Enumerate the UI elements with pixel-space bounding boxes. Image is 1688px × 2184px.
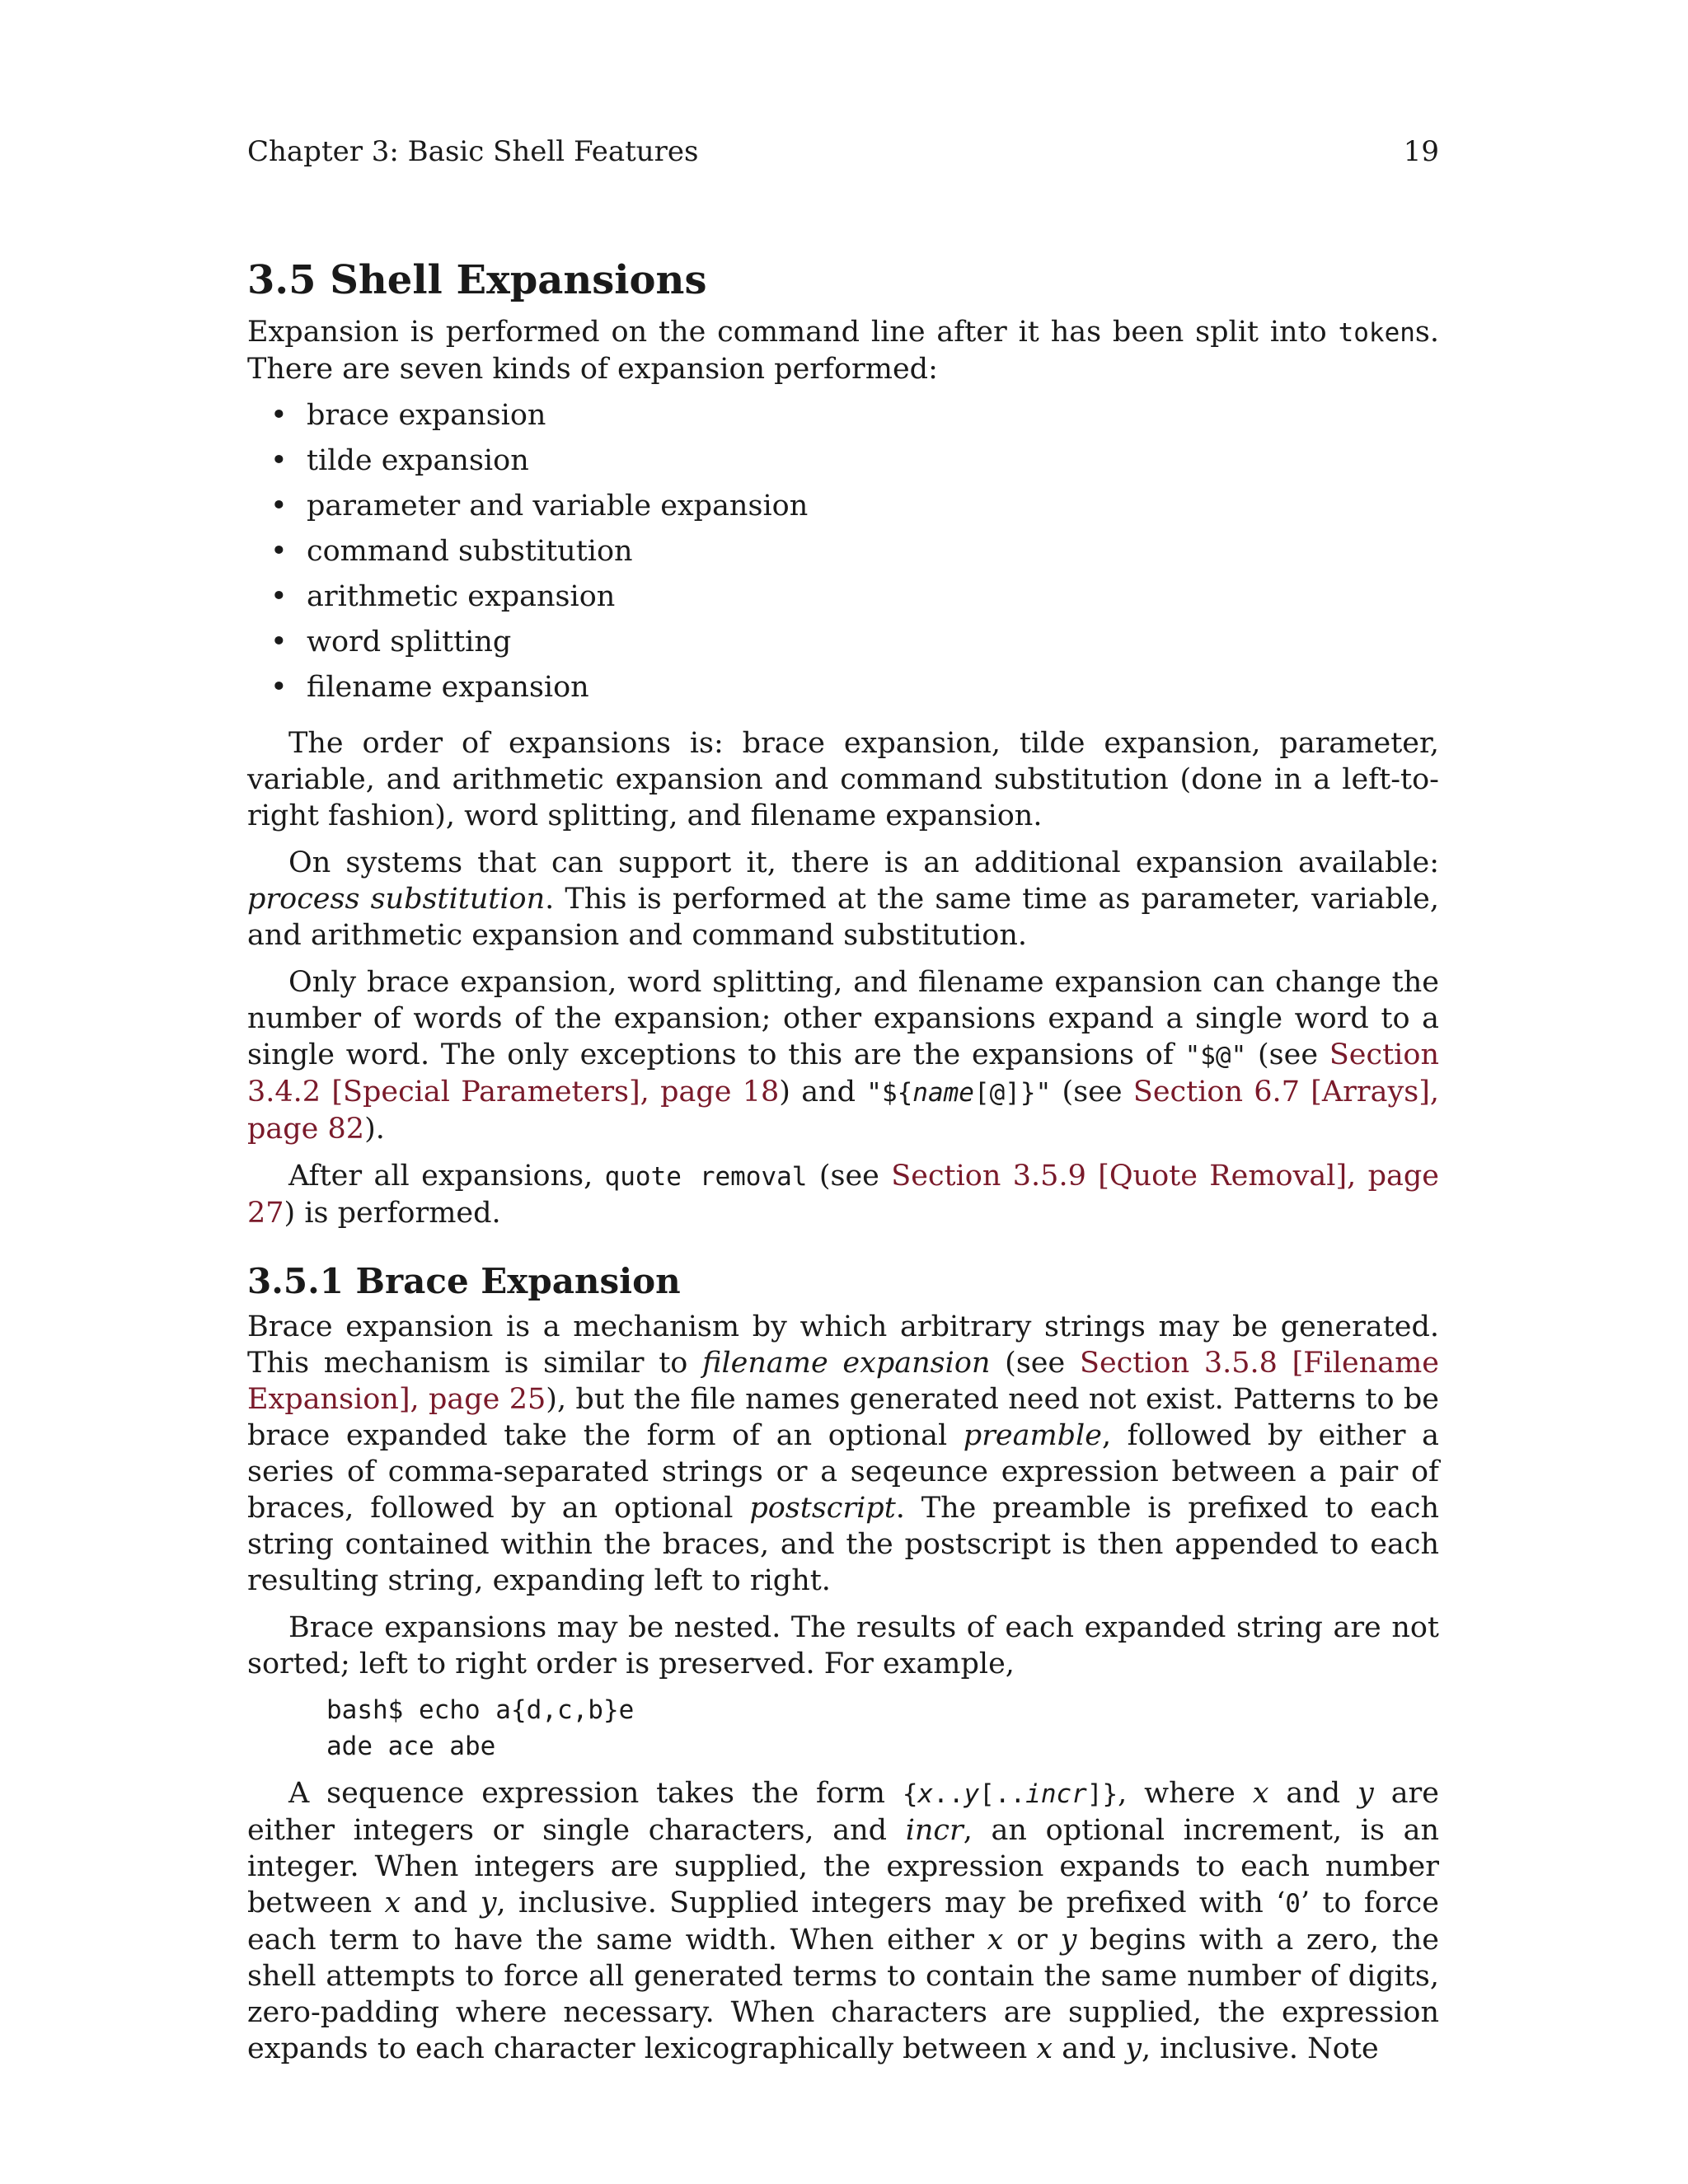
order-paragraph: The order of expansions is: brace expansion, tilde expansion, parameter, variable, and arithmetic expansion and command substitution (done in a left-to-right fashion), word splitting, and filename expansion. xyxy=(247,726,1439,832)
link-arrays[interactable]: Section 6.7 [Arrays], page 82 xyxy=(247,1075,1440,1146)
list-item: • brace expansion xyxy=(270,398,546,432)
chapter-title: Chapter 3: Basic Shell Features xyxy=(247,135,699,168)
brace-intro-paragraph: Brace expansion is a mechanism by which arbitrary strings may be generated. This mechanism is similar to filename expansion (see Section 3.5.8 [Filename Expansion], page 25), but the file names generated need not exist. Patterns to be brace expanded take the form of an optional preamble, followed by either a series of comma-separated strings or a seqeunce expression between a pair of braces, followed by an optional postscript. The preamble is prefixed to each string contained within the braces, and the postscript is then appended to each resulting string, expanding left to right. xyxy=(247,1310,1439,1597)
code-example: bash$ echo a{d,c,b}e ade ace abe xyxy=(326,1694,635,1761)
inline-code: "$@" xyxy=(1184,1040,1247,1071)
section-intro: Expansion is performed on the command line after it has been split into tokens. There are seven kinds of expansion performed: xyxy=(247,315,1439,386)
link-special-parameters[interactable]: Section 3.4.2 [Special Parameters], page 18 xyxy=(247,1038,1439,1108)
bullet-icon: • xyxy=(270,398,288,432)
emphasis: process substitution xyxy=(247,882,546,916)
expansion-kinds-list xyxy=(247,397,1439,705)
inline-code: "${name[@]}" xyxy=(866,1077,1052,1108)
inline-code: quote removal xyxy=(604,1161,808,1192)
link-filename-expansion[interactable]: Section 3.5.8 [Filename Expansion], page 25 xyxy=(247,1346,1439,1416)
bullet-icon: • xyxy=(270,534,288,568)
subsection-heading: 3.5.1 Brace Expansion xyxy=(247,1260,681,1301)
bullet-icon: • xyxy=(270,670,288,704)
list-item: • arithmetic expansion xyxy=(270,579,616,613)
inline-code: {x..y[..incr]} xyxy=(902,1779,1118,1809)
nesting-paragraph: Brace expansions may be nested. The results of each expanded string are not sorted; left to right order is preserved. For example, xyxy=(247,1610,1439,1680)
document-page xyxy=(247,132,1439,2067)
bullet-icon: • xyxy=(270,443,288,477)
process-substitution-paragraph: On systems that can support it, there is an additional expansion available: process substitution. This is performed at the same time as parameter, variable, and arithmetic expansion and command substitution. xyxy=(247,846,1439,952)
page-number: 19 xyxy=(1403,135,1439,168)
list-item: • word splitting xyxy=(270,625,512,658)
list-item: • command substitution xyxy=(270,534,633,568)
quote-removal-paragraph: After all expansions, quote removal (see Section 3.5.9 [Quote Removal], page 27) is performed. xyxy=(247,1159,1439,1230)
link-quote-removal[interactable]: Section 3.5.9 [Quote Removal], page 27 xyxy=(247,1159,1439,1230)
sequence-expression-paragraph: A sequence expression takes the form {x..y[..incr]}, where x and y are either integers or single characters, and incr, an optional increment, is an integer. When integers are supplied, the expression expands to each number between x and y, inclusive. Supplied integers may be prefixed with ‘0’ to force each term to have the same width. When either x or y begins with a zero, the shell attempts to force all generated terms to contain the same number of digits, zero-padding where necessary. When characters are supplied, the expression expands to each character lexicographically between x and y, inclusive. Note xyxy=(247,1776,1439,2065)
bullet-icon: • xyxy=(270,625,288,658)
list-item: • tilde expansion xyxy=(270,443,529,477)
running-header xyxy=(247,132,1439,171)
bullet-icon: • xyxy=(270,579,288,613)
section-heading: 3.5 Shell Expansions xyxy=(247,257,707,303)
list-item: • filename expansion xyxy=(270,670,589,704)
list-item: • parameter and variable expansion xyxy=(270,489,809,523)
bullet-icon: • xyxy=(270,489,288,523)
word-count-paragraph: Only brace expansion, word splitting, and filename expansion can change the number of words of the expansion; other expansions expand a single word to a single word. The only exceptions to this are the expansions of "$@" (see Section 3.4.2 [Special Parameters], page 18) and "${name[@]}" (see Section 6.7 [Arrays], page 82). xyxy=(247,965,1440,1146)
inline-code: token xyxy=(1338,317,1415,348)
